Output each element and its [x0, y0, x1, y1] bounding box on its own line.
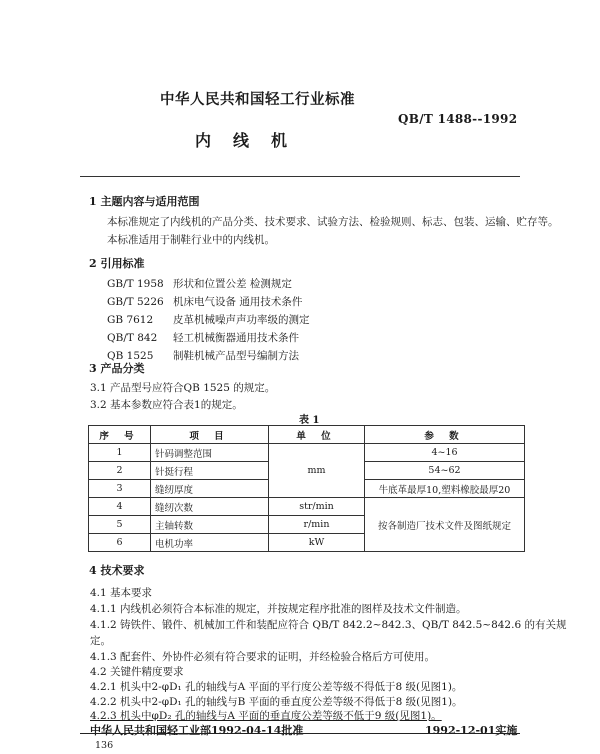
section-1-para-2: 本标准适用于制鞋行业中的内线机。	[107, 234, 275, 246]
clause-4-2-3: 4.2.3 机头中φD₂ 孔的轴线与A 平面的垂直度公差等级不低于9 级(见图1)。	[90, 710, 442, 722]
cell-unit: str/min	[269, 498, 365, 516]
clause-4-2-2: 4.2.2 机头中2-φD₁ 孔的轴线与B 平面的垂直度公差等级不得低于8 级(见图1)。	[90, 696, 463, 708]
cell-param: 按各制造厂技术文件及图纸规定	[365, 498, 525, 552]
section-4-heading: 4 技术要求	[89, 564, 145, 577]
cell-item: 针挺行程	[151, 462, 269, 480]
reference-name: 机床电气设备 通用技术条件	[173, 296, 303, 308]
cell-no: 4	[89, 498, 151, 516]
footer-divider	[80, 733, 520, 734]
cell-no: 2	[89, 462, 151, 480]
reference-code: GB/T 5226	[107, 296, 164, 308]
reference-name: 制鞋机械产品型号编制方法	[173, 350, 299, 362]
cell-no: 3	[89, 480, 151, 498]
cell-item: 针码调整范围	[151, 444, 269, 462]
reference-item	[107, 276, 292, 291]
clause-4-2-1: 4.2.1 机头中2-φD₁ 孔的轴线与A 平面的平行度公差等级不得低于8 级(见图1)。	[90, 681, 463, 693]
cell-param: 54~62	[365, 462, 525, 480]
table-row	[89, 498, 525, 516]
section-1-para-1: 本标准规定了内线机的产品分类、技术要求、试验方法、检验规则、标志、包装、运输、贮存等。	[107, 216, 559, 228]
cell-unit: kW	[269, 534, 365, 552]
cell-param: 4~16	[365, 444, 525, 462]
header-divider	[80, 176, 520, 177]
cell-item: 缝纫厚度	[151, 480, 269, 498]
section-2-heading: 2 引用标准	[89, 257, 145, 270]
table-row	[89, 444, 525, 462]
header-param: 参 数	[365, 426, 525, 444]
header-item: 项 目	[151, 426, 269, 444]
table-caption: 表 1	[299, 415, 320, 426]
industry-standard-title: 中华人民共和国轻工行业标准	[160, 91, 355, 108]
reference-name: 形状和位置公差 检测规定	[173, 278, 292, 290]
reference-code: GB 7612	[107, 314, 154, 326]
approval-note: 中华人民共和国轻工业部1992-04-14批准	[90, 724, 304, 737]
reference-name: 轻工机械衡器通用技术条件	[173, 332, 299, 344]
cell-unit: mm	[269, 444, 365, 498]
reference-name: 皮革机械噪声声功率级的测定	[173, 314, 310, 326]
reference-item	[107, 312, 310, 327]
clause-3-2: 3.2 基本参数应符合表1的规定。	[90, 399, 243, 411]
clause-4-1: 4.1 基本要求	[90, 587, 153, 599]
header-no: 序 号	[89, 426, 151, 444]
clause-3-1: 3.1 产品型号应符合QB 1525 的规定。	[90, 382, 276, 394]
cell-param: 牛底革最厚10,塑料橡胶最厚20	[365, 480, 525, 498]
reference-code: GB/T 1958	[107, 278, 164, 290]
cell-no: 1	[89, 444, 151, 462]
cell-unit: r/min	[269, 516, 365, 534]
parameter-table	[88, 425, 525, 552]
cell-item: 缝纫次数	[151, 498, 269, 516]
cell-no: 5	[89, 516, 151, 534]
document-title: 内线机	[195, 131, 310, 150]
effective-date: 1992-12-01实施	[425, 724, 518, 737]
table-header-row	[89, 426, 525, 444]
cell-no: 6	[89, 534, 151, 552]
clause-4-1-2-cont: 定。	[90, 635, 111, 647]
clause-4-1-3: 4.1.3 配套件、外协件必须有符合要求的证明，并经检验合格后方可使用。	[90, 651, 436, 663]
standard-code: QB/T 1488--1992	[398, 112, 518, 126]
reference-code: QB 1525	[107, 350, 154, 362]
clause-4-2: 4.2 关键件精度要求	[90, 666, 184, 678]
cell-item: 主轴转数	[151, 516, 269, 534]
reference-code: QB/T 842	[107, 332, 158, 344]
clause-4-1-1: 4.1.1 内线机必须符合本标准的规定，并按规定程序批准的图样及技术文件制造。	[90, 603, 467, 615]
section-3-heading: 3 产品分类	[89, 362, 145, 375]
page-number: 136	[95, 740, 114, 751]
cell-item: 电机功率	[151, 534, 269, 552]
reference-item	[107, 330, 299, 345]
header-unit: 单 位	[269, 426, 365, 444]
reference-item	[107, 294, 302, 309]
clause-4-1-2: 4.1.2 铸铁件、锻件、机械加工件和装配应符合 QB/T 842.2~842.3、QB/T 842.5~842.6 的有关规	[90, 619, 567, 631]
section-1-heading: 1 主题内容与适用范围	[89, 195, 200, 208]
